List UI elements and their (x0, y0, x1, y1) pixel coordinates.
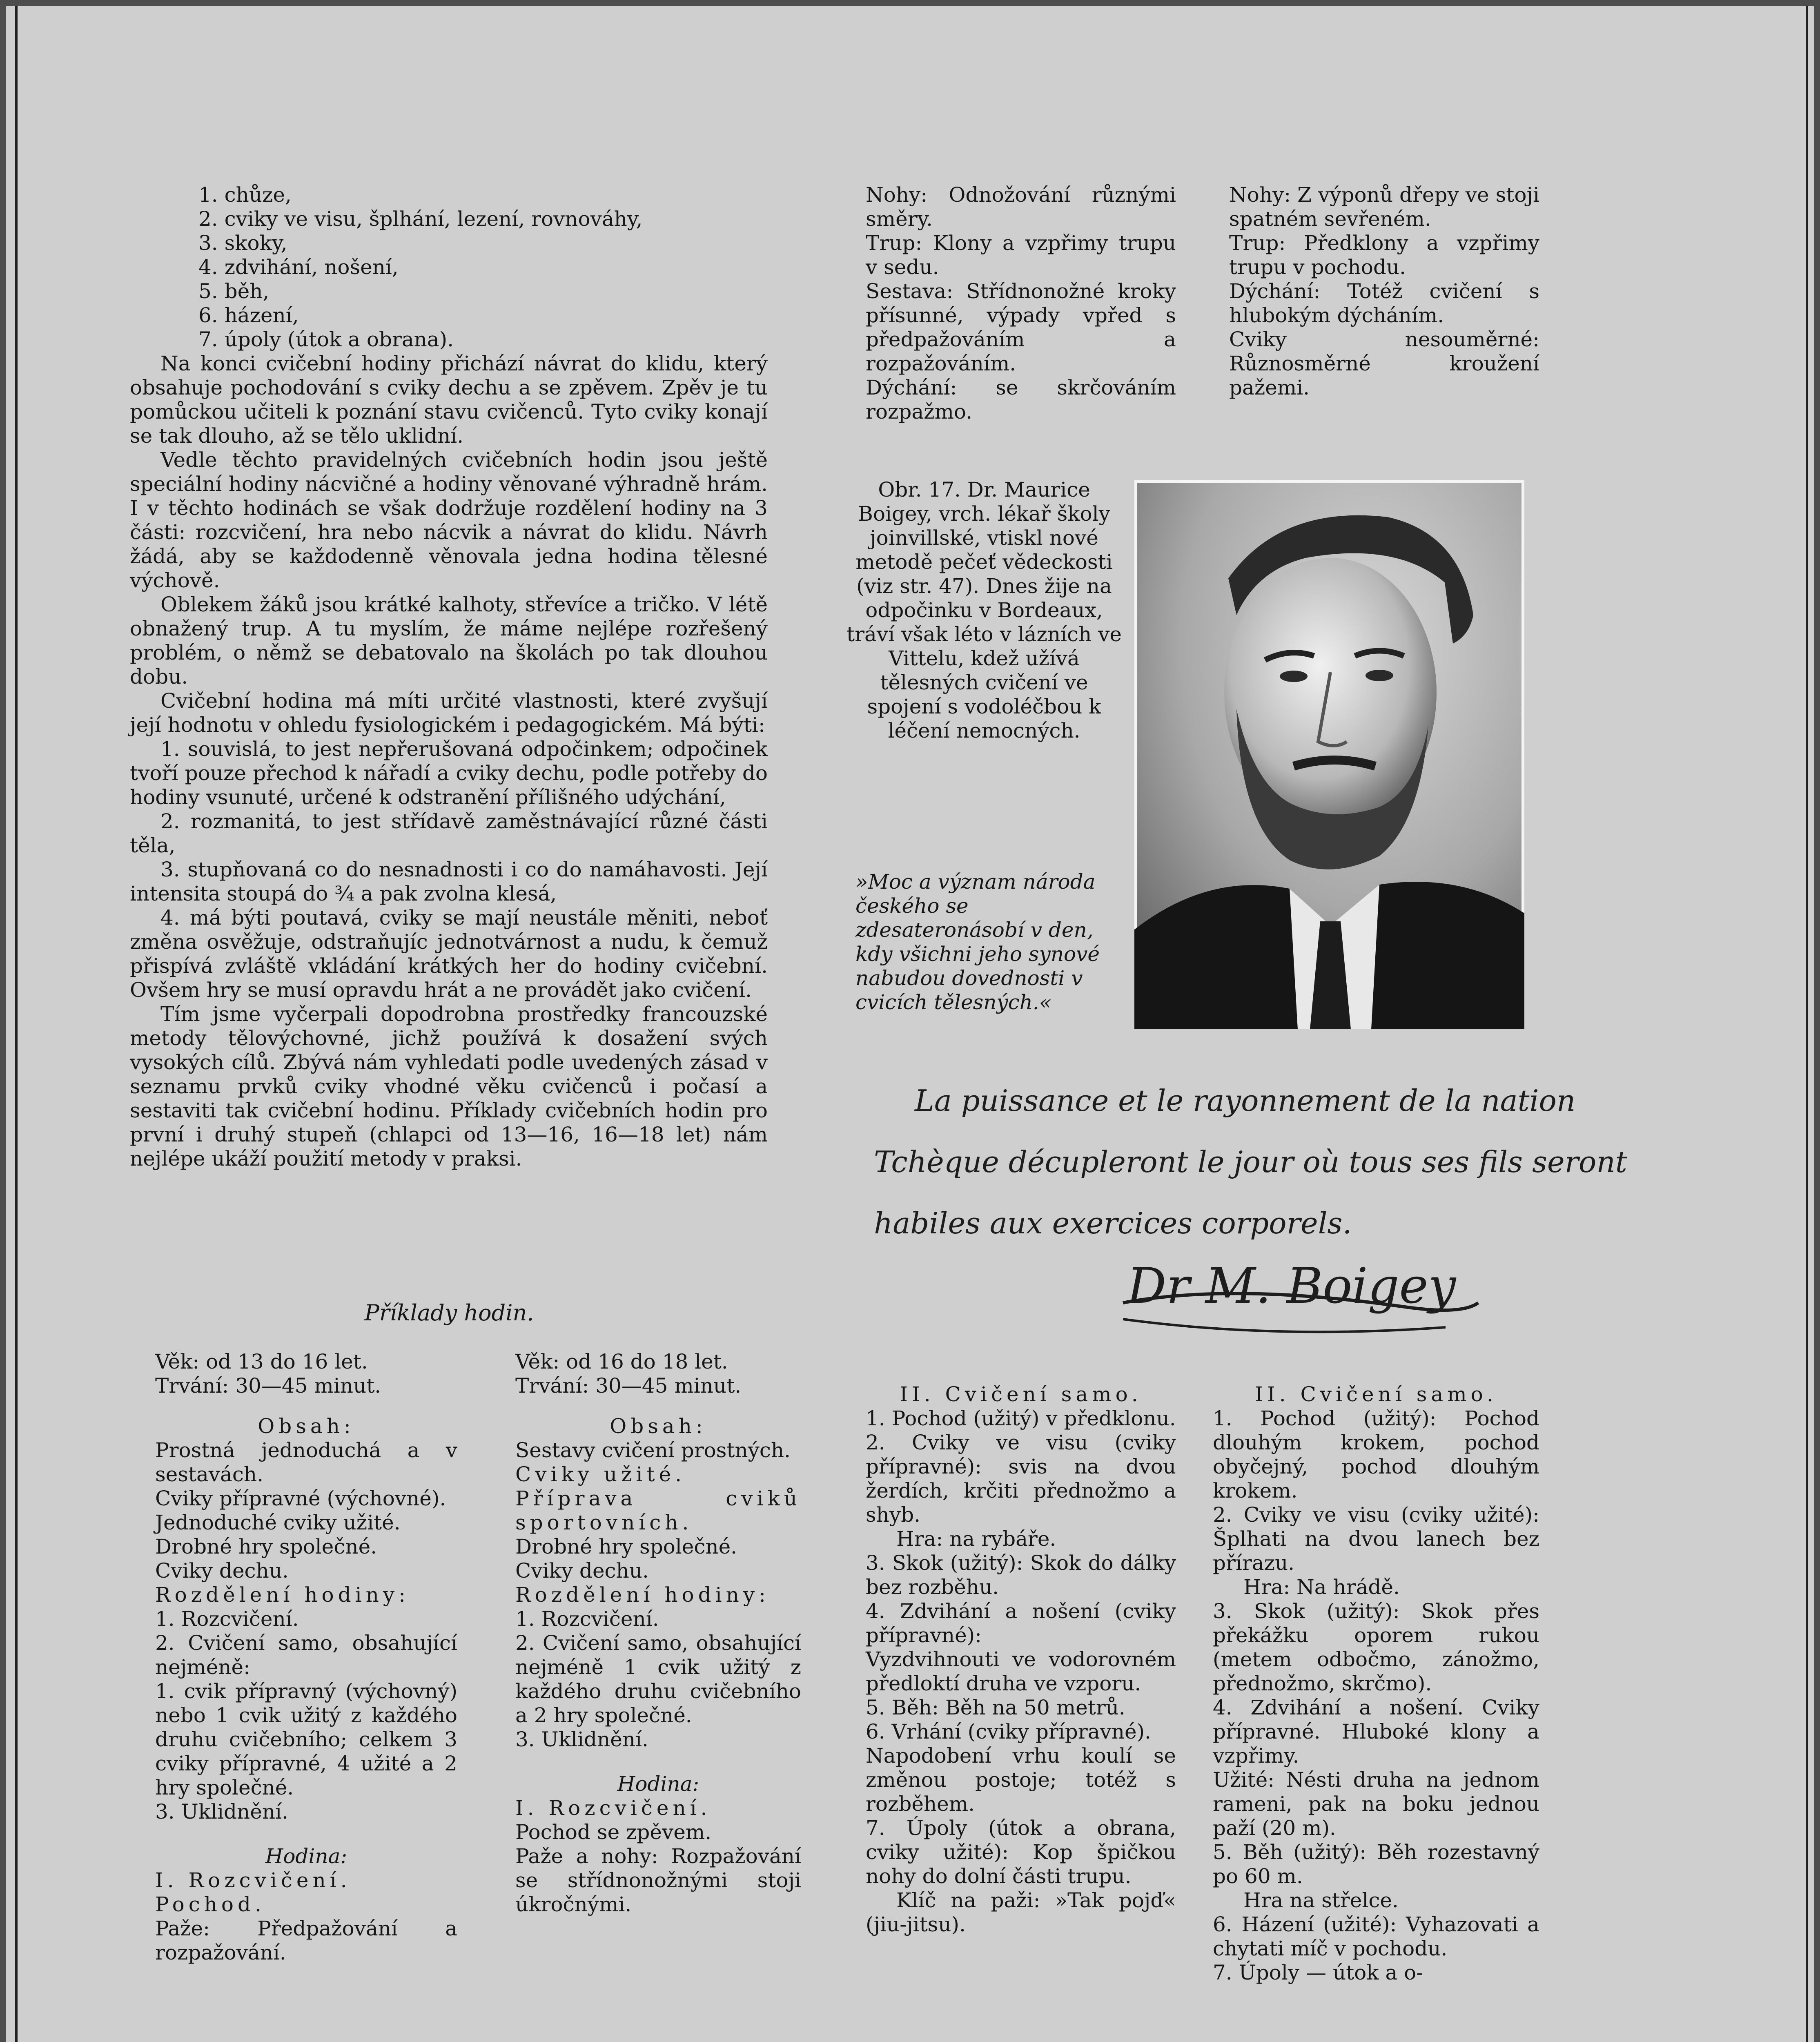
signature: Dr M. Boigey (1127, 1258, 1456, 1315)
exercise-line: 7. Úpoly — útok a o- (1213, 1961, 1423, 1984)
paragraph: 1. souvislá, to jest nepřerušovaná odpočinkem; odpočinek tvoří pouze přechod k nářadí a cviky dechu, podle potřeby do hodiny vsunuté, určené k odstranění přílišného udýchání, (130, 737, 768, 809)
paragraph: 2. rozmanitá, to jest střídavě zaměstnávající různé části těla, (130, 809, 768, 857)
contents-line: Cviky užité. (515, 1462, 686, 1486)
lesson-line: Paže: Předpažování a rozpažování. (155, 1917, 457, 1964)
list-item: 6. házení, (198, 303, 299, 327)
contents-line: 2. Cvičení samo, obsahující nejméně: (155, 1631, 457, 1679)
handwriting-line: habiles aux exercices corporels. (874, 1206, 1352, 1240)
examples-title-text: Příklady hodin. (364, 1300, 534, 1326)
contents-line: Příprava cviků sportovních. (515, 1487, 801, 1534)
age-line: Věk: od 13 do 16 let. (155, 1350, 368, 1373)
contents-heading: Obsah: (610, 1414, 707, 1438)
handwritten-dedication (874, 1070, 1691, 1254)
exercise-line: Cviky nesouměrné: Různosměrné kroužení pažemi. (1229, 328, 1539, 399)
exercise-line: Užité: Nésti druha na jednom rameni, pak na boku jednou paží (20 m). (1213, 1768, 1539, 1840)
exercise-line: 5. Běh (užitý): Běh rozestavný po 60 m. (1213, 1840, 1539, 1888)
section-heading: II. Cvičení samo. (1255, 1382, 1497, 1406)
lesson-line: I. Rozcvičení. (515, 1796, 711, 1820)
lesson-line: Pochod. (155, 1893, 265, 1916)
contents-line: Cviky přípravné (výchovné). (155, 1487, 446, 1510)
exercise-line: 1. Pochod (užitý) v předklonu. (866, 1407, 1176, 1430)
list-item: 4. zdvihání, nošení, (198, 255, 399, 279)
quote-block (855, 870, 1113, 1014)
exercise-line: Vyzdvihnouti ve vodorovném předloktí druha ve vzporu. (866, 1647, 1176, 1695)
handwriting-line: Tchèque décupleront le jour où tous ses fils seront (874, 1145, 1627, 1179)
contents-line: 3. Uklidnění. (155, 1800, 288, 1824)
exercise-line: 1. Pochod (užitý): Pochod dlouhým krokem, pochod obyčejný, pochod dlouhým krokem. (1213, 1407, 1539, 1503)
example-lesson-2 (515, 1350, 801, 1917)
list-item: 2. cviky ve visu, šplhání, lezení, rovnováhy, (198, 207, 643, 231)
paragraph: Tím jsme vyčerpali dopodrobna prostředky francouzské metody tělovýchovné, jichž používá k dosažení svých vysokých cílů. Zbývá nám vyhledati podle uvedených zásad v seznamu prvků cviky vhodné věku cvičenců i počasí a sestaviti tak cvičební hodinu. Příklady cvičebních hodin pro první i druhý stupeň (chlapci od 13—16, 16—18 let) nám nejlépe ukáží použití metody v praksi. (130, 1002, 768, 1170)
handwriting-line: La puissance et le rayonnement de la nation (915, 1083, 1576, 1118)
exercise-line: Klíč na paži: »Tak pojď« (jiu-jitsu). (866, 1888, 1176, 1936)
example-lesson-1 (155, 1350, 457, 1965)
exercise-line: 2. Cviky ve visu (cviky přípravné): svis na dvou žerdích, krčiti přednožmo a shyb. (866, 1431, 1176, 1527)
contents-line: 3. Uklidnění. (515, 1728, 648, 1751)
section-heading: II. Cvičení samo. (900, 1382, 1142, 1406)
contents-line: Drobné hry společné. (155, 1535, 377, 1558)
exercise-line: Trup: Předklony a vzpřimy trupu v pochodu. (1229, 231, 1539, 279)
list-item: 7. úpoly (útok a obrana). (198, 328, 454, 351)
contents-line: Cviky dechu. (155, 1559, 289, 1583)
contents-line: Cviky dechu. (515, 1559, 649, 1583)
contents-line: 1. Rozcvičení. (515, 1607, 659, 1631)
quote-text: »Moc a význam národa českého se zdesateronásobí v den, kdy všichni jeho synové nabudou dovednosti v cvicích tělesných.« (855, 870, 1100, 1014)
exercise-line: 6. Házení (užité): Vyhazovati a chytati míč v pochodu. (1213, 1913, 1539, 1960)
left-column (130, 183, 768, 1171)
middle-bottom-column (866, 1382, 1176, 1937)
portrait-photo (1134, 480, 1524, 1029)
exercise-line: 3. Skok (užitý): Skok do dálky bez rozběhu. (866, 1551, 1176, 1599)
paragraph: 4. má býti poutavá, cviky se mají neustále měniti, neboť změna osvěžuje, odstraňujíc jednotvárnost a nudu, k čemuž přispívá zvláště vkládání krátkých her do hodiny cvičební. Ovšem hry se musí opravdu hrát a ne provádět jako cvičení. (130, 906, 768, 1002)
list-item: 1. chůze, (198, 183, 292, 207)
exercise-line: 3. Skok (užitý): Skok přes překážku oporem rukou (metem odbočmo, zánožmo, přednožmo, skrčmo). (1213, 1599, 1539, 1695)
exercise-line: Nohy: Odnožování různými směry. (866, 183, 1176, 231)
paragraph: Vedle těchto pravidelných cvičebních hodin jsou ještě speciální hodiny nácvičné a hodiny věnované výhradně hrám. I v těchto hodinách se však dodržuje rozdělení hodiny na 3 části: rozcvičení, hra nebo nácvik a návrat do klidu. Návrh žádá, aby se každodenně věnovala jedna hodina tělesné výchově. (130, 448, 768, 592)
caption-text: Obr. 17. Dr. Maurice Boigey, vrch. lékař školy joinvillské, vtiskl nové metodě pečeť vědeckosti (viz str. 47). Dnes žije na odpočinku v Bordeaux, tráví však léto v lázních ve Vittelu, kdež užívá tělesných cvičení ve spojení s vodoléčbou k léčení nemocných. (847, 478, 1122, 742)
exercise-line: Hra: na rybáře. (896, 1527, 1056, 1551)
paragraph: Na konci cvičební hodiny přichází návrat do klidu, který obsahuje pochodování s cviky dechu a se zpěvem. Zpěv je tu pomůckou učiteli k poznání stavu cvičenců. Tyto cviky konají se tak dlouho, až se tělo uklidní. (130, 352, 768, 448)
exercise-line: 4. Zdvihání a nošení (cviky přípravné): (866, 1599, 1176, 1647)
examples-title (286, 1301, 613, 1325)
contents-line: Rozdělení hodiny: (515, 1583, 770, 1607)
paragraph: Cvičební hodina má míti určité vlastnosti, které zvyšují její hodnotu v ohledu fysiologickém i pedagogickém. Má býti: (130, 689, 768, 737)
lesson-heading: Hodina: (265, 1844, 348, 1868)
exercise-line: Trup: Klony a vzpřimy trupu v sedu. (866, 231, 1176, 279)
paragraph: Oblekem žáků jsou krátké kalhoty, střevíce a tričko. V létě obnažený trup. A tu myslím, že máme nejlépe rozřešený problém, o němž se debatovalo na školách po tak dlouhou dobu. (130, 593, 768, 689)
exercise-line: 7. Úpoly (útok a obrana, cviky užité): Kop špičkou nohy do dolní části trupu. (866, 1816, 1176, 1888)
contents-line: 2. Cvičení samo, obsahující nejméně 1 cvik užitý z každého druhu cvičebního a 2 hry společné. (515, 1631, 801, 1727)
exercise-line: Napodobení vrhu koulí se změnou postoje; totéž s rozběhem. (866, 1744, 1176, 1816)
exercise-line: Dýchání: Totéž cvičení s hlubokým dýcháním. (1229, 279, 1539, 327)
age-line: Věk: od 16 do 18 let. (515, 1350, 728, 1373)
duration-line: Trvání: 30—45 minut. (515, 1374, 742, 1398)
exercise-line: Dýchání: se skrčováním rozpažmo. (866, 376, 1176, 424)
list-item: 5. běh, (198, 279, 270, 303)
exercise-line: 2. Cviky ve visu (cviky užité): Šplhati na dvou lanech bez přírazu. (1213, 1503, 1539, 1575)
paragraph: 3. stupňovaná co do nesnadnosti i co do namáhavosti. Její intensita stoupá do ¾ a pak zvolna klesá, (130, 858, 768, 905)
right-bottom-column (1213, 1382, 1539, 1985)
middle-top-column (866, 183, 1176, 424)
duration-line: Trvání: 30—45 minut. (155, 1374, 381, 1398)
contents-line: 1. cvik přípravný (výchovný) nebo 1 cvik užitý z každého druhu cvičebního; celkem 3 cviky přípravné, 4 užité a 2 hry společné. (155, 1679, 457, 1799)
contents-line: 1. Rozcvičení. (155, 1607, 299, 1631)
contents-line: Drobné hry společné. (515, 1535, 737, 1558)
lesson-line: I. Rozcvičení. (155, 1868, 351, 1892)
photo-caption (845, 478, 1123, 743)
exercise-line: 5. Běh: Běh na 50 metrů. (866, 1696, 1125, 1719)
right-top-column (1229, 183, 1539, 400)
exercise-line: Hra: Na hrádě. (1243, 1575, 1400, 1599)
exercise-list (198, 183, 768, 352)
left-frame-line (15, 6, 18, 2042)
contents-heading: Obsah: (258, 1414, 355, 1438)
lesson-heading: Hodina: (617, 1772, 699, 1796)
list-item: 3. skoky, (198, 231, 287, 255)
contents-line: Rozdělení hodiny: (155, 1583, 410, 1607)
portrait-illustration (1134, 480, 1524, 1029)
right-frame-line (1806, 6, 1808, 2042)
lesson-line: Paže a nohy: Rozpažování se střídnonožnými stoji úkročnými. (515, 1844, 801, 1916)
contents-line: Sestavy cvičení prostných. (515, 1438, 791, 1462)
contents-line: Prostná jednoduchá a v sestavách. (155, 1438, 457, 1486)
contents-line: Jednoduché cviky užité. (155, 1511, 401, 1534)
exercise-line: 6. Vrhání (cviky přípravné). (866, 1720, 1151, 1743)
exercise-line: 4. Zdvihání a nošení. Cviky přípravné. Hluboké klony a vzpřimy. (1213, 1696, 1539, 1768)
exercise-line: Sestava: Střídnonožné kroky přísunné, výpady vpřed s předpažováním a rozpažováním. (866, 279, 1176, 375)
exercise-line: Hra na střelce. (1243, 1888, 1399, 1912)
lesson-line: Pochod se zpěvem. (515, 1820, 712, 1844)
exercise-line: Nohy: Z výponů dřepy ve stoji spatném sevřeném. (1229, 183, 1539, 231)
signature-flourish (1111, 1258, 1499, 1348)
